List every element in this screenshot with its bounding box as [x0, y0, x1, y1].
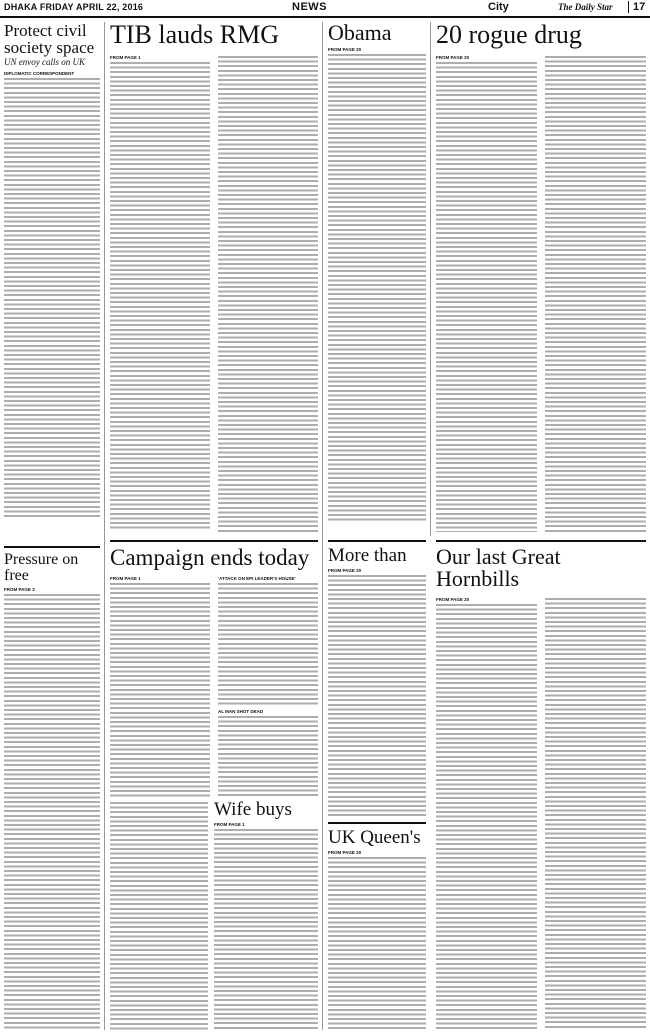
byline: FROM PAGE 3: [4, 587, 35, 592]
article-rogue-drug: [436, 22, 646, 534]
headline: Wife buys: [214, 800, 292, 820]
edition-dateline: DHAKA FRIDAY APRIL 22, 2016: [4, 2, 144, 12]
article-body: [214, 829, 318, 1029]
campaign-continued-column: [110, 802, 208, 1030]
article-body-continued: [218, 716, 318, 796]
byline: DIPLOMATIC CORRESPONDENT: [4, 70, 75, 76]
column-rule: [104, 22, 105, 1030]
article-body: [328, 54, 426, 522]
article-body: [436, 604, 537, 1030]
byline: FROM PAGE 1: [214, 822, 245, 827]
article-body: [328, 857, 426, 1029]
article-body: [4, 594, 100, 1030]
article-body-continued: [218, 583, 318, 705]
page-number: 17: [628, 1, 645, 13]
headline: Obama: [328, 22, 392, 45]
article-body: [328, 575, 426, 818]
column-rule: [322, 22, 323, 1030]
article-body: [436, 62, 537, 532]
article-divider: [328, 540, 426, 542]
byline: FROM PAGE 1: [110, 576, 141, 581]
headline: Our last Great Hornbills: [436, 546, 561, 591]
article-body: [110, 583, 210, 798]
headline: More than: [328, 546, 407, 566]
article-wife-buys: [214, 800, 318, 1030]
byline: FROM PAGE 20: [436, 597, 470, 602]
subhead-attack: 'ATTACK ON EPI LEADER'S HOUSE': [218, 576, 296, 581]
byline: FROM PAGE 20: [328, 47, 362, 52]
article-body: [110, 62, 210, 530]
article-body: [4, 78, 100, 518]
headline: 20 rogue drug: [436, 22, 582, 49]
article-tib-lauds-rmg: [110, 22, 318, 534]
headline: TIB lauds RMG: [110, 22, 279, 49]
article-obama: [328, 22, 426, 532]
subhead-al-man: AL MAN SHOT DEAD: [218, 709, 264, 714]
article-divider: [328, 822, 426, 824]
byline: FROM PAGE 1: [110, 55, 141, 60]
headline: Pressure on free: [4, 552, 79, 584]
article-protect-civil-society: [4, 22, 100, 542]
article-divider: [4, 546, 100, 548]
byline: FROM PAGE 20: [436, 55, 470, 60]
article-campaign-ends-today: [110, 546, 318, 798]
article-divider: [436, 540, 646, 542]
article-uk-queens: [328, 828, 426, 1030]
paper-name: The Daily Star: [558, 2, 613, 12]
headline: Campaign ends today: [110, 546, 310, 570]
article-body-continued: [218, 56, 318, 534]
article-body-continued: [545, 56, 646, 534]
column-rule: [430, 22, 431, 536]
section-label-right: City: [488, 1, 509, 13]
byline: FROM PAGE 20: [328, 850, 362, 855]
masthead: [0, 0, 650, 18]
article-body-continued: [110, 802, 208, 1030]
article-pressure-on-free: [4, 552, 100, 1030]
headline: UK Queen's: [328, 828, 421, 848]
article-great-hornbills: [436, 546, 646, 1030]
article-divider: [110, 540, 318, 542]
section-label: NEWS: [292, 1, 327, 13]
article-more-than: [328, 546, 426, 818]
kicker: UN envoy calls on UK: [4, 57, 85, 67]
headline: Protect civil society space: [4, 22, 95, 57]
byline: FROM PAGE 20: [328, 568, 362, 573]
article-body-continued: [545, 598, 646, 1030]
